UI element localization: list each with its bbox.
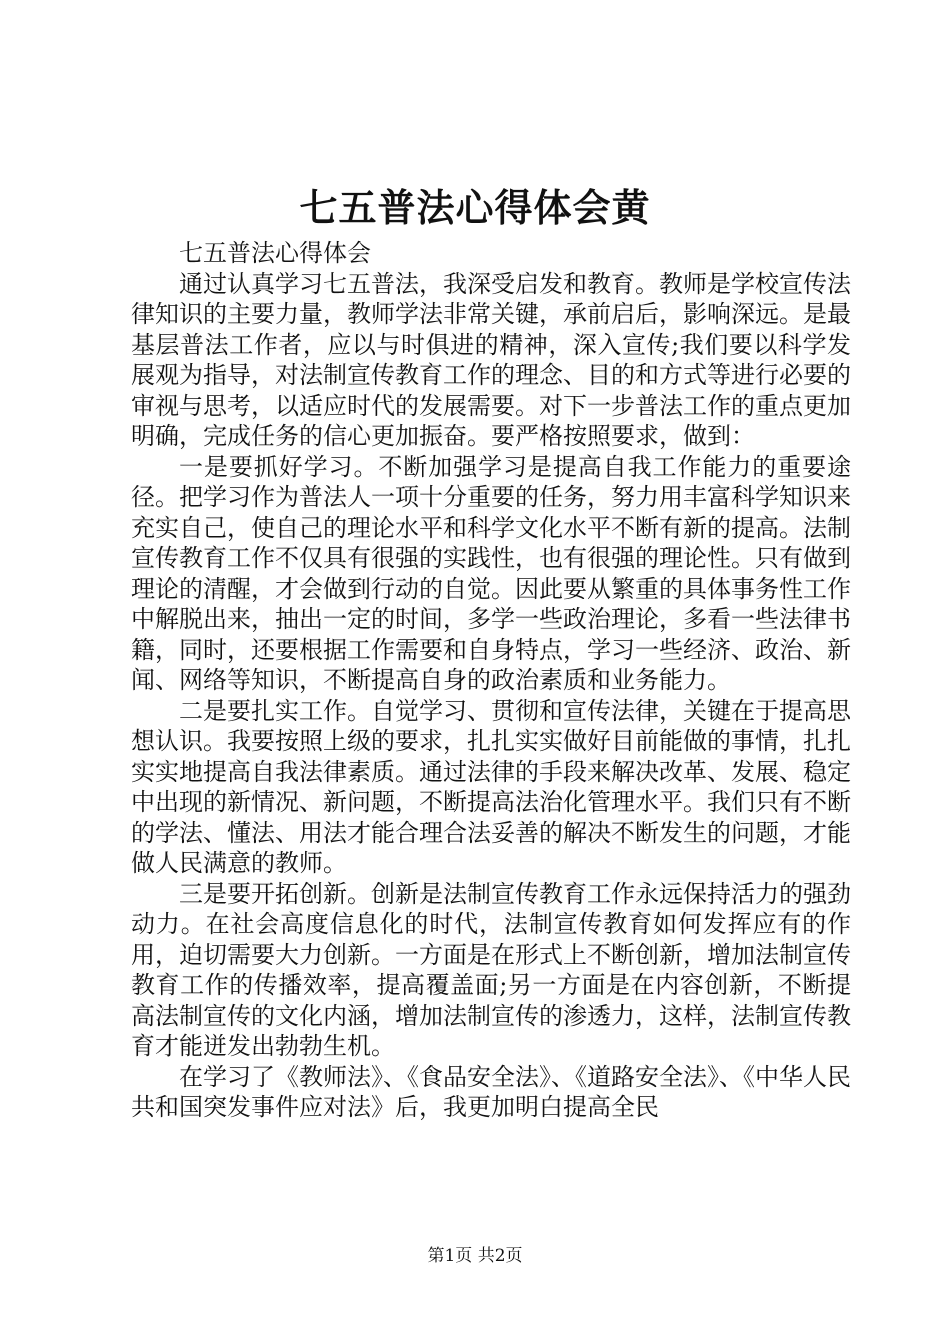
point-three-paragraph: 三是要开拓创新。创新是法制宣传教育工作永远保持活力的强劲动力。在社会高度信息化的时代，法制宣传教育如何发挥应有的作用，迫切需要大力创新。一方面是在形式上不断创新，增加法制宣传教育工作的传播效率，提高覆盖面;另一方面是在内容创新，不断提高法制宣传的文化内涵，增加法制宣传的渗透力，这样，法制宣传教育才能迸发出勃勃生机。 [131,879,851,1060]
intro-paragraph: 通过认真学习七五普法，我深受启发和教育。教师是学校宣传法律知识的主要力量，教师学法非常关键，承前启后，影响深远。是最基层普法工作者，应以与时俱进的精神，深入宣传;我们要以科学发展观为指导，对法制宣传教育工作的理念、目的和方式等进行必要的审视与思考，以适应时代的发展需要。对下一步普法工作的重点更加明确，完成任务的信心更加振奋。要严格按照要求，做到： [131,269,851,450]
subtitle-paragraph: 七五普法心得体会 [179,239,371,267]
document-title: 七五普法心得体会黄 [299,185,651,230]
document-body [131,238,851,1123]
page-footer: 第1页 共2页 [427,1246,523,1266]
point-one-paragraph: 一是要抓好学习。不断加强学习是提高自我工作能力的重要途径。把学习作为普法人一项十分重要的任务，努力用丰富科学知识来充实自己，使自己的理论水平和科学文化水平不断有新的提高。法制宣传教育工作不仅具有很强的实践性，也有很强的理论性。只有做到理论的清醒，才会做到行动的自觉。因此要从繁重的具体事务性工作中解脱出来，抽出一定的时间，多学一些政治理论，多看一些法律书籍，同时，还要根据工作需要和自身特点，学习一些经济、政治、新闻、网络等知识，不断提高自身的政治素质和业务能力。 [131,452,851,694]
closing-paragraph: 在学习了《教师法》、《食品安全法》、《道路安全法》、《中华人民共和国突发事件应对法》后，我更加明白提高全民 [131,1062,851,1121]
point-two-paragraph: 二是要扎实工作。自觉学习、贯彻和宣传法律，关键在于提高思想认识。我要按照上级的要求，扎扎实实做好目前能做的事情，扎扎实实地提高自我法律素质。通过法律的手段来解决改革、发展、稳定中出现的新情况、新问题，不断提高法治化管理水平。我们只有不断的学法、懂法、用法才能合理合法妥善的解决不断发生的问题，才能做人民满意的教师。 [131,696,851,877]
